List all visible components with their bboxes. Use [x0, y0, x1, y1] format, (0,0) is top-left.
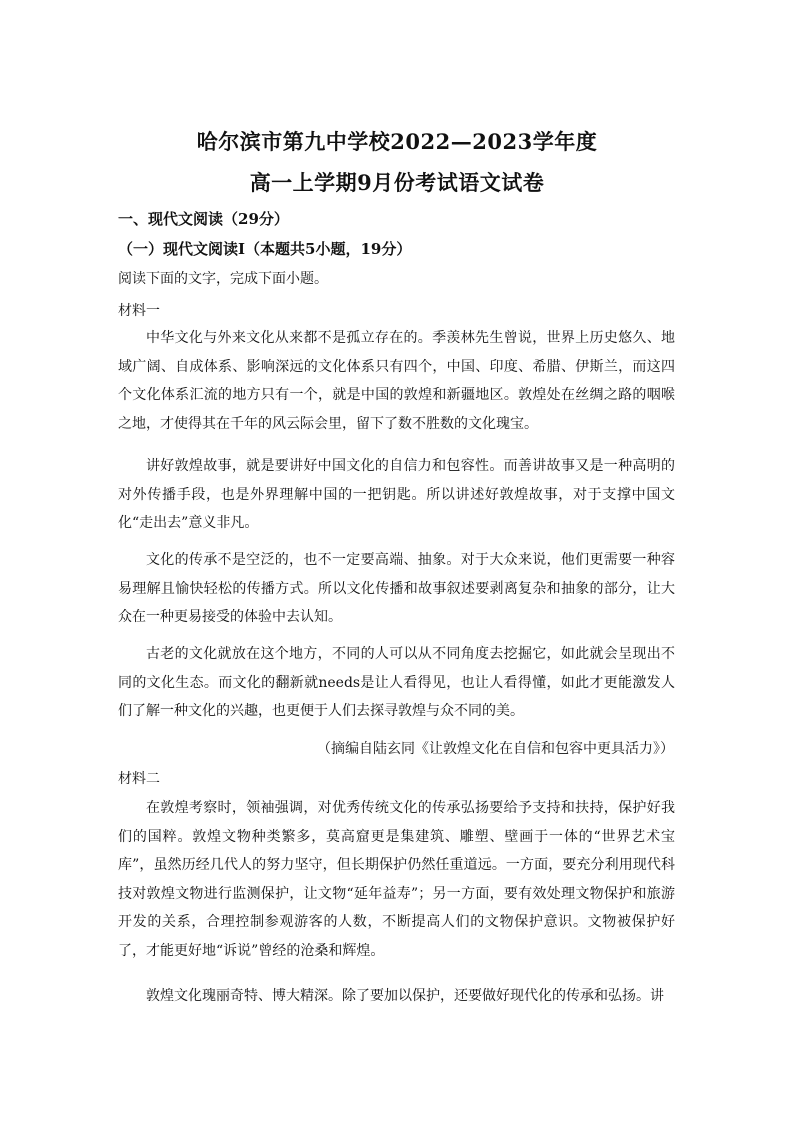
instruction-text: 阅读下面的文字，完成下面小题。: [118, 271, 328, 287]
material1-paragraph: 中华文化与外来文化从来都不是孤立存在的。季羡林先生曾说，世界上历史悠久、地域广阔、自成体系、影响深远的文化体系只有四个，中国、印度、希腊、伊斯兰，而这四个文化体系汇流的地方只有一个，就是中国的敦煌和新疆地区。敦煌处在丝绸之路的咽喉之地，才使得其在千年的风云际会里，留下了数不胜数的文化瑰宝。: [118, 330, 675, 432]
material2-paragraph: 敦煌文化瑰丽奇特、博大精深。除了要加以保护，还要做好现代化的传承和弘扬。讲: [146, 988, 664, 1004]
material1-label: 材料一: [118, 303, 160, 319]
document-title-line1: 哈尔滨市第九中学校2022—2023学年度: [196, 129, 598, 154]
document-title-line2: 高一上学期9月份考试语文试卷: [249, 170, 545, 195]
section-heading: 一、现代文阅读（29分）: [118, 210, 289, 228]
material1-paragraph: 文化的传承不是空泛的，也不一定要高端、抽象。对于大众来说，他们更需要一种容易理解且愉快轻松的传播方式。所以文化传播和故事叙述要剥离复杂和抽象的部分，让大众在一种更易接受的体验中去认知。: [118, 552, 675, 626]
material2-label: 材料二: [118, 771, 160, 787]
material1-paragraph: 古老的文化就放在这个地方，不同的人可以从不同角度去挖掘它，如此就会呈现出不同的文化生态。而文化的翻新就needs是让人看得见，也让人看得懂，如此才更能激发人们了解一种文化的兴趣，也更便于人们去探寻敦煌与众不同的美。: [118, 646, 675, 720]
material2-paragraph: 在敦煌考察时，领袖强调，对优秀传统文化的传承弘扬要给予支持和扶持，保护好我们的国粹。敦煌文物种类繁多，莫高窟更是集建筑、雕塑、壁画于一体的“世界艺术宝库”，虽然历经几代人的努力坚守，但长期保护仍然任重道远。一方面，要充分利用现代科技对敦煌文物进行监测保护，让文物“延年益寿”；另一方面，要有效处理文物保护和旅游开发的关系，合理控制参观游客的人数，不断提高人们的文物保护意识。文物被保护好了，才能更好地“诉说”曾经的沧桑和辉煌。: [118, 800, 675, 959]
material1-source: （摘编自陆玄同《让敦煌文化在自信和包容中更具活力》）: [317, 741, 674, 757]
material1-paragraph: 讲好敦煌故事，就是要讲好中国文化的自信力和包容性。而善讲故事又是一种高明的对外传播手段，也是外界理解中国的一把钥匙。所以讲述好敦煌故事，对于支撑中国文化“走出去”意义非凡。: [118, 458, 675, 532]
subsection-heading: （一）现代文阅读Ⅰ（本题共5小题，19分）: [118, 240, 412, 258]
